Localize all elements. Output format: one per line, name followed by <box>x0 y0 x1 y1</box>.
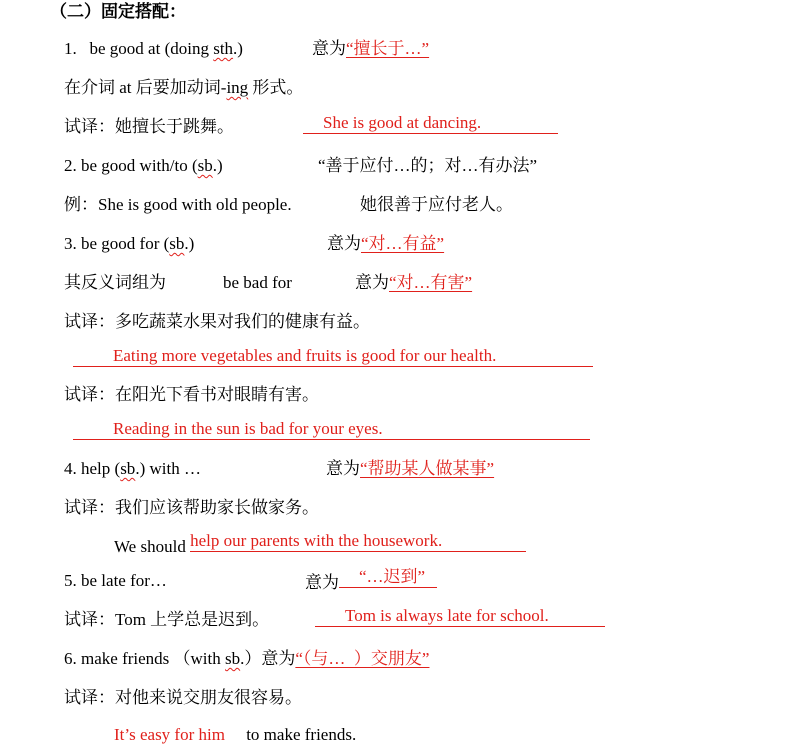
item-5-exercise-label: 试译：Tom 上学总是迟到。 <box>64 610 270 629</box>
item-1-exercise-answer: She is good at dancing. <box>303 115 558 141</box>
item-3-phrase: 3. be good for (sb.) <box>64 234 195 253</box>
item-2-meaning: “善于应付…的；对…有办法” <box>318 156 538 175</box>
item-3-antonym-meaning: 意为“对…有害” <box>355 273 473 292</box>
item-5-phrase: 5. be late for… <box>64 571 167 590</box>
item-3-exercise-1-answer: Eating more vegetables and fruits is good for our health. <box>73 348 593 374</box>
item-1-note: 在介词 at 后要加动词-ing 形式。 <box>64 78 304 97</box>
item-2-example-en: 例：She is good with old people. <box>64 195 292 214</box>
item-1-phrase: 1. be good at (doing sth.) <box>64 39 243 58</box>
item-4-meaning: 意为“帮助某人做某事” <box>326 459 495 478</box>
item-4-exercise-label: 试译：我们应该帮助家长做家务。 <box>64 498 319 517</box>
item-5-meaning: 意为 “…迟到” <box>305 569 437 595</box>
item-4-exercise-answer: We should help our parents with the housework. <box>114 533 526 559</box>
item-3-exercise-2-label: 试译：在阳光下看书对眼睛有害。 <box>64 385 319 404</box>
section-heading: （二）固定搭配： <box>50 2 186 21</box>
item-1-meaning: 意为“擅长于…” <box>312 39 430 58</box>
item-6-phrase: 6. make friends （with sb.）意为“（与… ）交朋友” <box>64 649 430 668</box>
item-6-exercise-answer: It’s easy for him to make friends. <box>114 725 357 744</box>
item-6-exercise-label: 试译：对他来说交朋友很容易。 <box>64 688 302 707</box>
item-3-meaning: 意为“对…有益” <box>327 234 445 253</box>
item-3-antonym-label: 其反义词组为 <box>64 273 166 292</box>
item-5-exercise-answer: Tom is always late for school. <box>315 608 605 634</box>
item-2-example-zh: 她很善于应付老人。 <box>360 195 513 214</box>
item-3-exercise-1-label: 试译：多吃蔬菜水果对我们的健康有益。 <box>64 312 370 331</box>
item-3-exercise-2-answer: Reading in the sun is bad for your eyes. <box>73 421 590 447</box>
item-2-phrase: 2. be good with/to (sb.) <box>64 156 223 175</box>
item-1-exercise-label: 试译：她擅长于跳舞。 <box>64 117 234 136</box>
item-4-phrase: 4. help (sb.) with … <box>64 459 201 478</box>
item-3-antonym-phrase: be bad for <box>223 273 292 292</box>
